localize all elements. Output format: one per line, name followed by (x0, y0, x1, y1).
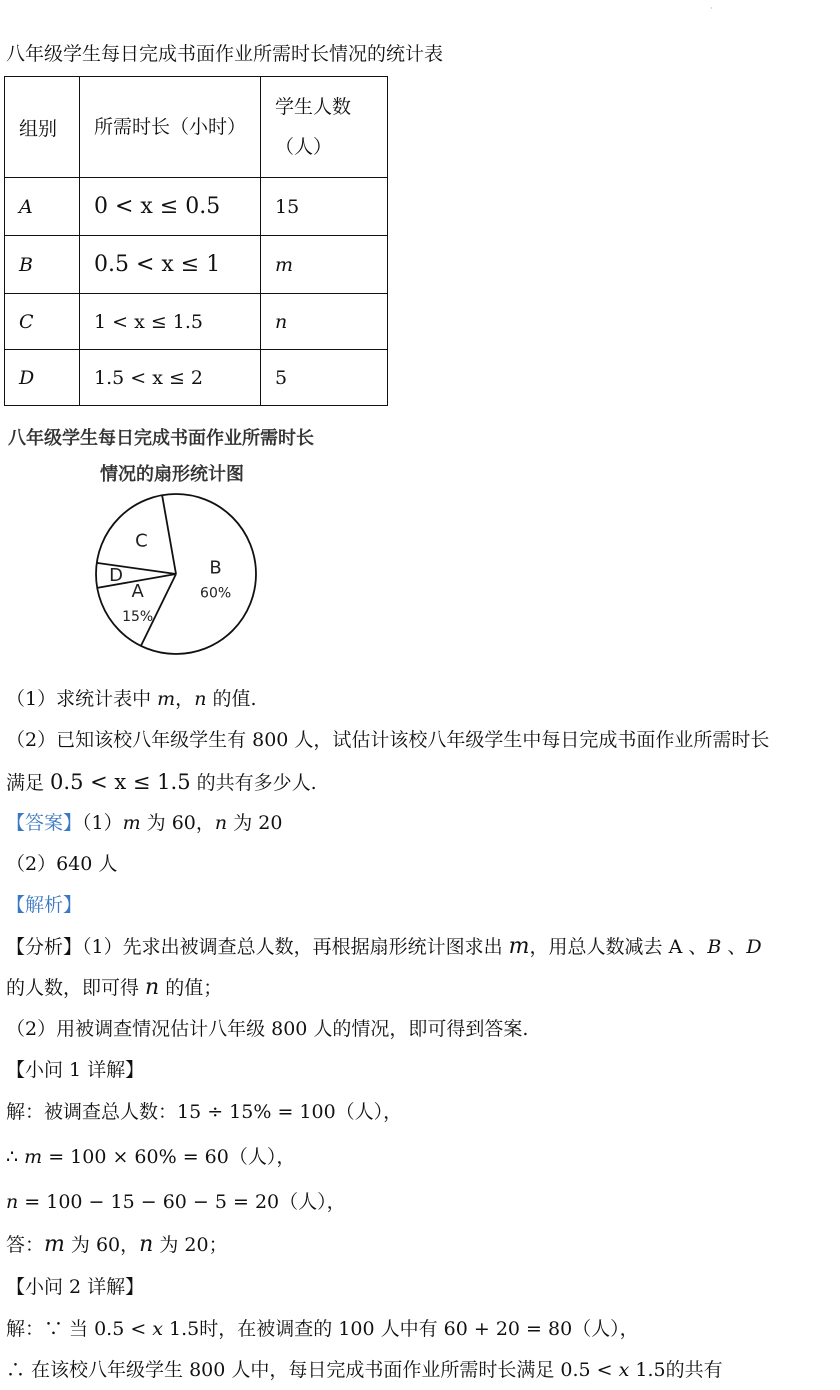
header-group: 组别 (5, 77, 80, 178)
answer-line1: 【答案】（1）m 为 60，n 为 20 (6, 812, 283, 834)
row-count: 5 (261, 350, 388, 406)
pie-percent-B: 60% (200, 585, 232, 602)
sub1-line2: ∴ m = 100 × 60% = 60（人）， (6, 1146, 296, 1168)
row-range: 1 < x ≤ 1.5 (80, 294, 261, 350)
sub2-line1: 解：∵ 当 0.5 < x 1.5时，在被调查的 100 人中有 60 + 20 = 80（人）， (6, 1318, 639, 1340)
analysis-line3: （2）用被调查情况估计八年级 800 人的情况，即可得到答案. (6, 1018, 529, 1040)
sub2-line2: ∴ 在该校八年级学生 800 人中，每日完成书面作业所需时长满足 0.5 < x 1.5的共有 (6, 1359, 723, 1381)
row-range: 0 < x ≤ 0.5 (80, 178, 261, 236)
analysis-line2: 的人数，即可得 n 的值； (6, 975, 223, 1000)
chart-title-line1: 八年级学生每日完成书面作业所需时长 (8, 428, 314, 449)
corner-mark: · (710, 4, 713, 13)
pie-label-D: D (109, 565, 123, 587)
row-group: C (5, 294, 80, 350)
row-count: n (261, 294, 388, 350)
row-count: m (261, 236, 388, 294)
table-row (5, 294, 388, 350)
answer-tag: 【答案】 (6, 812, 83, 834)
pie-percent-A: 15% (122, 608, 154, 625)
table-title: 八年级学生每日完成书面作业所需时长情况的统计表 (6, 43, 444, 65)
sub1-line3: n = 100 − 15 − 60 − 5 = 20（人）， (6, 1191, 346, 1213)
question-2-line2: 满足 0.5 < x ≤ 1.5 的共有多少人. (6, 770, 317, 794)
row-count: 15 (261, 178, 388, 236)
row-range: 0.5 < x ≤ 1 (80, 236, 261, 294)
header-duration: 所需时长（小时） (80, 77, 261, 178)
row-group: D (5, 350, 80, 406)
chart-title-line2: 情况的扇形统计图 (100, 464, 244, 485)
table-header-row (5, 77, 388, 178)
pie-chart (88, 488, 268, 663)
question-2-line1: （2）已知该校八年级学生有 800 人，试估计该校八年级学生中每日完成书面作业所需时长 (6, 729, 770, 751)
question-1: （1）求统计表中 m，n 的值. (6, 688, 257, 710)
row-group: A (5, 178, 80, 236)
sub1-title: 【小问 1 详解】 (6, 1059, 145, 1081)
table-row (5, 350, 388, 406)
sub1-line1: 解：被调查总人数：15 ÷ 15% = 100（人）， (6, 1101, 403, 1123)
row-range: 1.5 < x ≤ 2 (80, 350, 261, 406)
sub1-line4: 答：m 为 60，n 为 20； (6, 1232, 228, 1257)
sub2-title: 【小问 2 详解】 (6, 1276, 145, 1298)
pie-label-C: C (135, 530, 148, 552)
row-group: B (5, 236, 80, 294)
statistics-table (4, 76, 388, 406)
header-count: 学生人数（人） (261, 77, 388, 178)
table-row (5, 178, 388, 236)
pie-label-A: A (131, 580, 144, 602)
answer-line2: （2）640 人 (6, 853, 118, 875)
analysis-tag: 【解析】 (6, 894, 83, 916)
pie-label-B: B (209, 557, 222, 579)
table-row (5, 236, 388, 294)
analysis-line1: 【分析】（1）先求出被调查总人数，再根据扇形统计图求出 m，用总人数减去 A 、B 、D (6, 934, 762, 959)
